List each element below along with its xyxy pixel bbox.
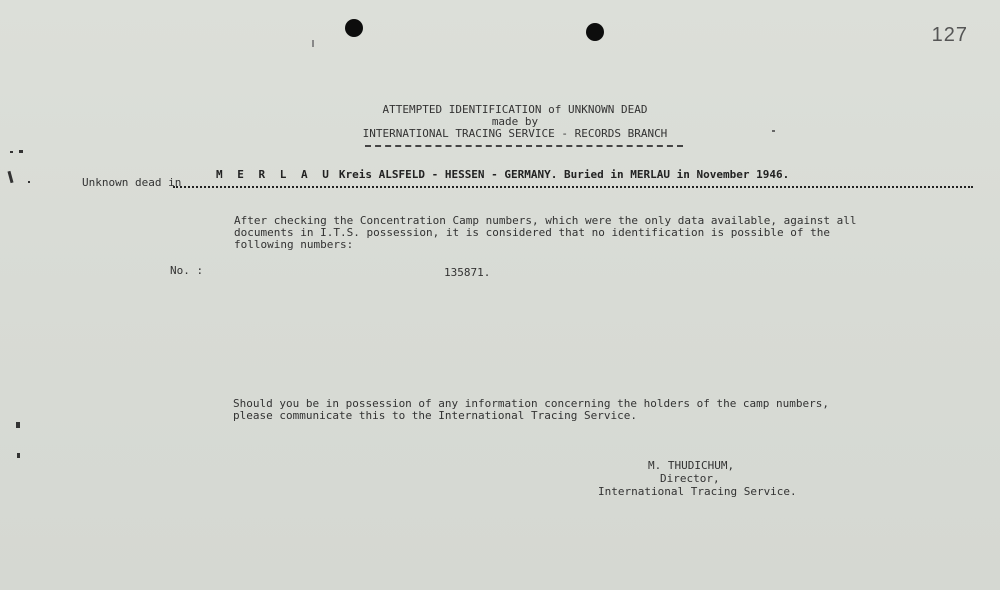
numbers-label: No. : [170, 264, 204, 277]
punch-hole-right [586, 23, 604, 41]
header-organization: INTERNATIONAL TRACING SERVICE - RECORDS BRANCH [362, 127, 668, 140]
intro-line: After checking the Concentration Camp numbers, which were the only data available, against all [234, 214, 857, 227]
intro-paragraph [234, 215, 874, 251]
intro-line: following numbers: [234, 238, 354, 251]
signatory-title: Director, [660, 472, 720, 485]
signatory-organization: International Tracing Service. [598, 485, 797, 498]
margin-mark [28, 181, 30, 183]
dotted-fill-line [173, 186, 973, 188]
place-details: Kreis ALSFELD - HESSEN - GERMANY. Buried in MERLAU in November 1946. [338, 168, 790, 181]
document-header [0, 104, 1000, 140]
margin-mark [7, 171, 13, 183]
margin-mark [19, 150, 23, 153]
margin-mark [17, 453, 20, 458]
paper-speck [312, 40, 314, 47]
request-line: Should you be in possession of any information concerning the holders of the camp numbers, [233, 397, 830, 410]
signatory-name: M. THUDICHUM, [648, 459, 735, 472]
margin-mark [16, 422, 20, 428]
header-subtitle: made by [491, 115, 539, 128]
punch-hole-left [345, 19, 363, 37]
intro-line: documents in I.T.S. possession, it is considered that no identification is possible of the [234, 226, 831, 239]
request-line: please communicate this to the International Tracing Service. [233, 409, 637, 422]
camp-number: 135871. [444, 266, 491, 279]
place-name: M E R L A U [216, 168, 333, 181]
signature-block [598, 459, 848, 498]
header-title: ATTEMPTED IDENTIFICATION of UNKNOWN DEAD [382, 103, 648, 116]
burial-location [216, 168, 789, 181]
margin-mark [10, 151, 13, 153]
page-number: 127 [931, 24, 968, 46]
request-paragraph [233, 398, 873, 422]
header-underline [365, 145, 683, 147]
unknown-dead-label: Unknown dead in [82, 176, 182, 189]
